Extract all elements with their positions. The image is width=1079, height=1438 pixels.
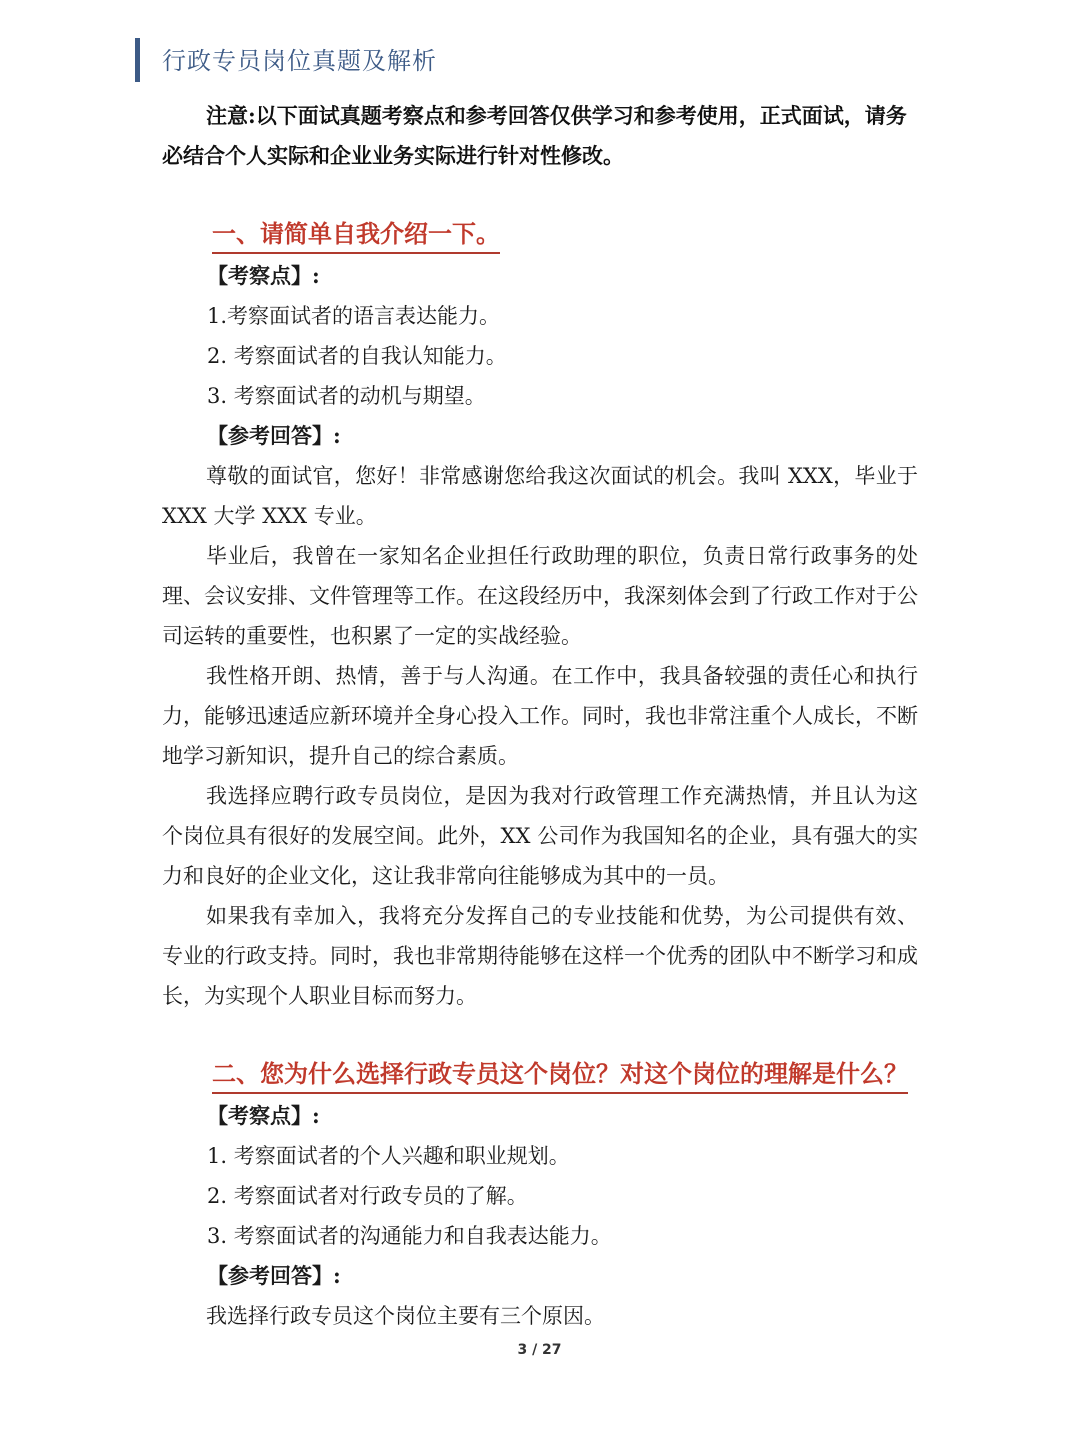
question-1-answer-paragraph-5: 如果我有幸加入，我将充分发挥自己的专业技能和优势，为公司提供有效、专业的行政支持。同时，我也非常期待能够在这样一个优秀的团队中不断学习和成长，为实现个人职业目标而努力。 <box>162 904 918 1008</box>
question-2-points-label: 【考察点】: <box>207 1103 320 1128</box>
question-1-point-2: 2. 考察面试者的自我认知能力。 <box>207 344 507 368</box>
question-2-point-1: 1. 考察面试者的个人兴趣和职业规划。 <box>207 1144 570 1168</box>
notice-text: 注意:以下面试真题考察点和参考回答仅供学习和参考使用，正式面试，请务必结合个人实际和企业业务实际进行针对性修改。 <box>162 103 907 168</box>
question-1-answer-paragraph-4: 我选择应聘行政专员岗位，是因为我对行政管理工作充满热情，并且认为这个岗位具有很好的发展空间。此外，XX 公司作为我国知名的企业，具有强大的实力和良好的企业文化，这让我非常向往能够成为其中的一员。 <box>162 784 918 888</box>
question-1-answer-paragraph-2: 毕业后，我曾在一家知名企业担任行政助理的职位，负责日常行政事务的处理、会议安排、文件管理等工作。在这段经历中，我深刻体会到了行政工作对于公司运转的重要性，也积累了一定的实战经验。 <box>162 544 918 648</box>
document-header-title: 行政专员岗位真题及解析 <box>162 47 437 75</box>
question-2-point-3: 3. 考察面试者的沟通能力和自我表达能力。 <box>207 1224 612 1248</box>
question-2-point-2: 2. 考察面试者对行政专员的了解。 <box>207 1184 528 1208</box>
question-2-answer-paragraph-1: 我选择行政专员这个岗位主要有三个原因。 <box>206 1304 605 1328</box>
question-1-point-3: 3. 考察面试者的动机与期望。 <box>207 384 486 408</box>
question-1-answer-paragraph-3: 我性格开朗、热情，善于与人沟通。在工作中，我具备较强的责任心和执行力，能够迅速适应新环境并全身心投入工作。同时，我也非常注重个人成长，不断地学习新知识，提升自己的综合素质。 <box>162 664 918 768</box>
question-1-point-1: 1.考察面试者的语言表达能力。 <box>207 304 501 328</box>
question-1-heading: 一、请简单自我介绍一下。 <box>212 216 500 254</box>
page-number: 3 / 27 <box>517 1342 562 1358</box>
question-2-heading: 二、您为什么选择行政专员这个岗位？对这个岗位的理解是什么？ <box>212 1056 908 1094</box>
question-2-answer-label: 【参考回答】: <box>207 1263 341 1288</box>
question-1-answer-paragraph-1: 尊敬的面试官，您好！非常感谢您给我这次面试的机会。我叫 XXX，毕业于 XXX 大学 XXX 专业。 <box>162 464 918 528</box>
question-1-points-label: 【考察点】: <box>207 263 320 288</box>
header-accent-bar <box>135 38 140 82</box>
question-1-answer-label: 【参考回答】: <box>207 423 341 448</box>
